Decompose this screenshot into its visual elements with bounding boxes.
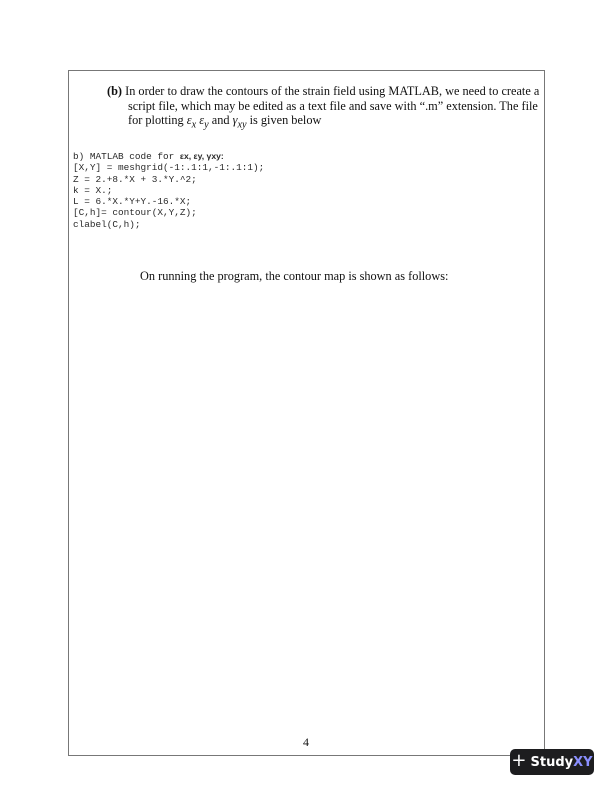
- code-line: clabel(C,h);: [73, 218, 141, 230]
- part-label: (b): [107, 84, 123, 98]
- brand-name-part-2: XY: [573, 754, 593, 770]
- symbol-gamma-xy: γ: [232, 113, 238, 127]
- brand-name: [531, 755, 593, 770]
- symbol-epsilon-x: ε: [186, 113, 192, 127]
- code-line-symbols: εx, εy, γxy:: [179, 151, 224, 161]
- part-b-paragraph: [107, 84, 553, 133]
- page-number: 4: [303, 735, 309, 749]
- code-line: [X,Y] = meshgrid(-1:.1:1,-1:.1:1);: [73, 162, 265, 174]
- paragraph-text-2: is given below: [246, 113, 322, 127]
- code-line: Z = 2.+8.*X + 3.*Y.^2;: [73, 173, 197, 185]
- code-line: [C,h]= contour(X,Y,Z);: [73, 207, 197, 219]
- code-line: k = X.;: [73, 184, 113, 196]
- result-text: On running the program, the contour map is shown as follows:: [140, 269, 449, 283]
- paragraph-and: and: [208, 113, 233, 127]
- code-line-prefix: b) MATLAB code for: [73, 151, 180, 162]
- matlab-code-block: [73, 151, 533, 230]
- studyxy-badge[interactable]: [510, 749, 594, 775]
- subscript-x: x: [191, 119, 197, 131]
- plus-icon: +: [511, 750, 527, 771]
- brand-name-part-1: Study: [530, 754, 574, 770]
- paragraph-text-1: In order to draw the contours of the strain field using MATLAB, we need to create a script file, which may be edited as a text file and save with “.m” extension. The file for plotting: [122, 84, 540, 127]
- code-line: L = 6.*X.*Y+Y.-16.*X;: [73, 196, 192, 208]
- subscript-y: y: [204, 119, 209, 131]
- subscript-xy: xy: [237, 119, 247, 131]
- code-line: [73, 151, 533, 162]
- symbol-epsilon-y: ε: [199, 113, 205, 127]
